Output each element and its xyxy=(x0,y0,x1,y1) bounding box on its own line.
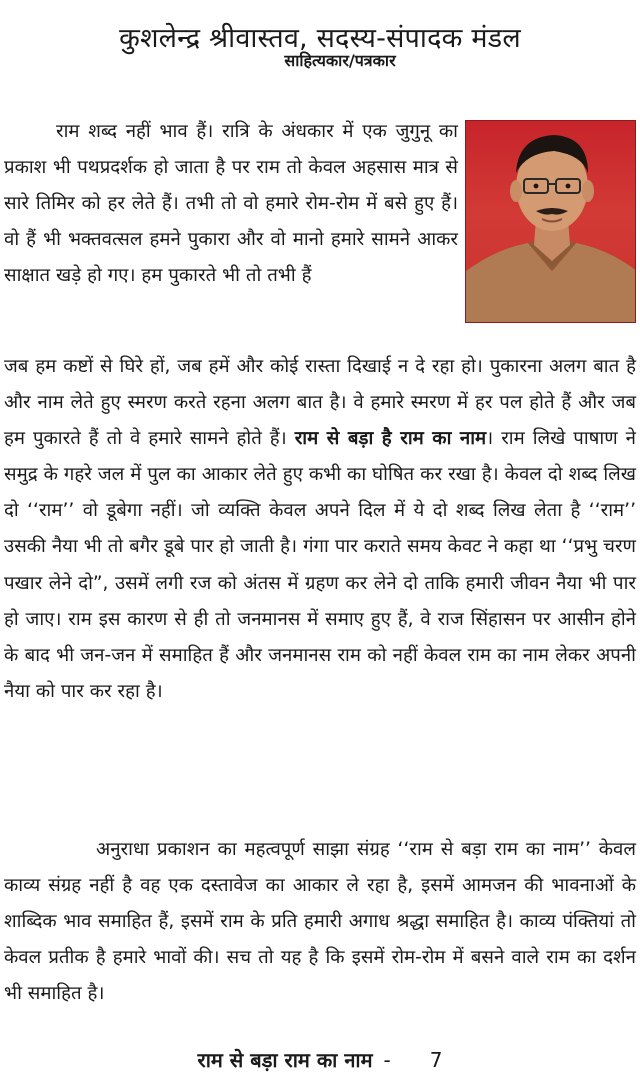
paragraph-1-wrapped xyxy=(4,114,458,294)
paragraph-2 xyxy=(4,832,636,1012)
page-number: 7 xyxy=(429,1048,443,1072)
author-portrait-photo xyxy=(465,120,636,323)
portrait-illustration xyxy=(466,121,636,323)
page-footer xyxy=(0,1046,640,1074)
paragraph-1-text-after-bold: । राम लिखे पाषाण ने समुद्र के गहरे जल में पुल का आकार लेते हुए कभी का घोषित कर रखा है। केवल दो शब्द लिख दो ‘‘राम’’ वो डूबेगा नहीं। जो व्यक्ति केवल अपने दिल में ये दो शब्द लिख लेता है ‘‘राम’’ उसकी नैया भी तो बगैर डूबे पार हो जाती है। गंगा पार कराते समय केवट ने कहा था ‘‘प्रभु चरण पखार लेने दो”, उसमें लगी रज को अंतस में ग्रहण कर लेने दो ताकि हमारी जीवन नैया भी पार हो जाए। राम इस कारण से ही तो जनमानस में समाए हुए हैं, वे राज सिंहासन पर आसीन होने के बाद भी जन-जन में समाहित हैं और जनमानस राम को नहीं केवल राम का नाम लेकर अपनी नैया को पार कर रहा है। xyxy=(4,428,636,702)
footer-separator: - xyxy=(383,1048,391,1072)
bold-phrase: राम से बड़ा है राम का नाम xyxy=(294,428,487,450)
paragraph-1-text: राम शब्द नहीं भाव हैं। रात्रि के अंधकार में एक जुगुनू का प्रकाश भी पथप्रदर्शक हो जाता है पर राम तो केवल अहसास मात्र से सारे तिमिर को हर लेते हैं। तभी तो वो हमारे रोम-रोम में बसे हुए हैं। वो हैं भी भक्तवत्सल हमने पुकारा और वो मानो हमारे सामने आकर साक्षात खड़े हो गए। हम पुकारते भी तो तभी हैं xyxy=(4,121,458,287)
page-subtitle: साहित्यकार/पत्रकार xyxy=(284,51,396,70)
paragraph-1-continued xyxy=(4,349,636,710)
footer-book-title: राम से बड़ा राम का नाम xyxy=(197,1048,373,1072)
page-title: कुशलेन्द्र श्रीवास्तव, सदस्य-संपादक मंडल xyxy=(119,23,521,55)
paragraph-2-text: अनुराधा प्रकाशन का महत्वपूर्ण साझा संग्रह ‘‘राम से बड़ा राम का नाम’’ केवल काव्य संग्रह नहीं है वह एक दस्तावेज का आकार ले रहा है, इसमें आमजन की भावनाओं के शाब्दिक भाव समाहित हैं, इसमें राम के प्रति हमारी अगाध श्रद्धा समाहित है। काव्य पंक्तियां तो केवल प्रतीक है हमारे भावों की। सच तो यह है कि इसमें रोम-रोम में बसने वाले राम का दर्शन भी समाहित है। xyxy=(4,839,636,1005)
paragraph-1-text-before-bold: जब हम कष्टों से घिरे हों, जब हमें और कोई रास्ता दिखाई न दे रहा हो। पुकारना अलग बात है और नाम लेते हुए स्मरण करते रहना अलग बात है। वे हमारे स्मरण में हर पल होते हैं और जब हम पुकारते हैं तो वे हमारे सामने होते हैं। xyxy=(4,356,636,450)
